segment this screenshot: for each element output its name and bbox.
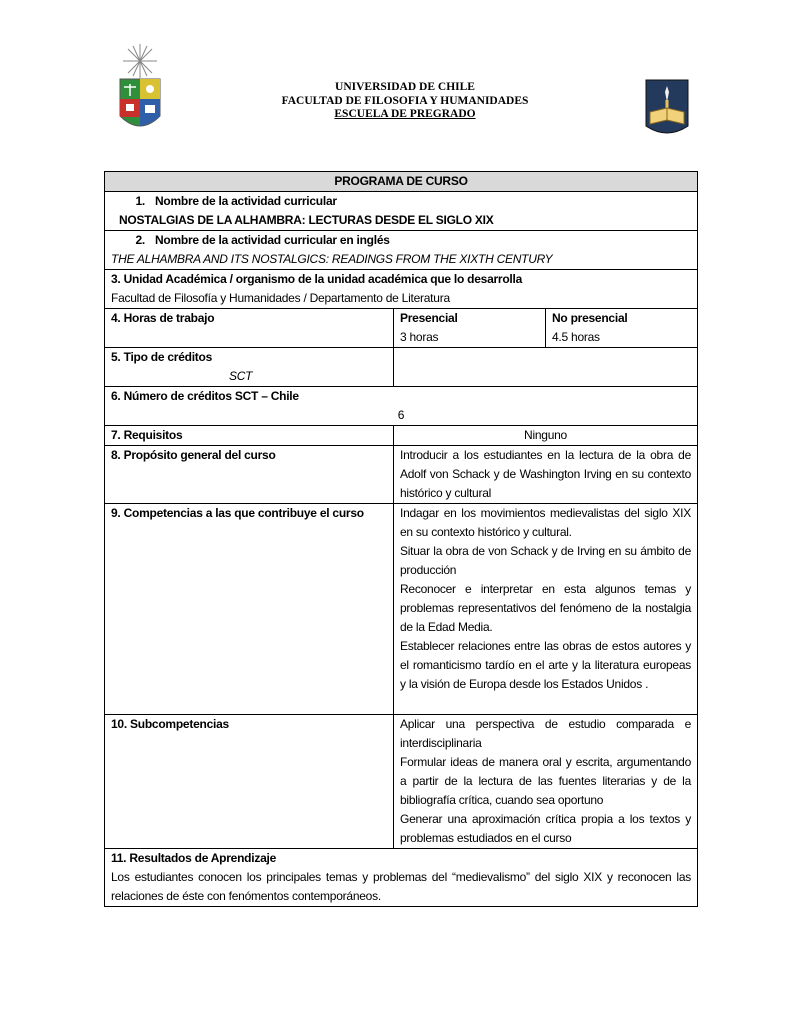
table-title: PROGRAMA DE CURSO	[105, 172, 698, 192]
school-name: ESCUELA DE PREGRADO	[334, 108, 476, 120]
section-7-label: 7. Requisitos	[111, 428, 183, 442]
section-10-label: 10. Subcompetencias	[111, 717, 229, 731]
course-program-table	[104, 171, 698, 907]
section-9-label: 9. Competencias a las que contribuye el curso	[111, 506, 364, 520]
section-5-label: 5. Tipo de créditos	[111, 350, 213, 364]
section-3-label: 3. Unidad Académica / organismo de la unidad académica que lo desarrolla	[111, 272, 523, 286]
section-10-row	[105, 715, 698, 849]
no-presencial-hours: 4.5 horas	[552, 330, 600, 344]
competencies-list	[394, 504, 698, 715]
section-6-row	[105, 387, 698, 426]
institution-header	[200, 81, 610, 122]
list-item: Reconocer e interpretar en esta algunos temas y problemas representativos del fenómeno de la nostalgia de la Edad Media.	[400, 582, 692, 634]
credit-count: 6	[397, 408, 405, 422]
list-item: Establecer relaciones entre las obras de estos autores y el romanticismo tardío en el arte y la literatura europeas y la visión de Europa desde los Estados Unidos .	[400, 639, 692, 691]
section-7-row	[105, 426, 698, 446]
course-name-english: THE ALHAMBRA AND ITS NOSTALGICS: READINGS FROM THE XIXTH CENTURY	[111, 252, 553, 266]
section-8-row	[105, 446, 698, 504]
section-9-row	[105, 504, 698, 715]
list-item: Aplicar una perspectiva de estudio comparada e interdisciplinaria	[400, 717, 692, 750]
section-5-row	[105, 348, 698, 387]
section-1-number: 1.	[135, 194, 145, 208]
section-11-label: 11. Resultados de Aprendizaje	[111, 851, 277, 865]
subcompetencies-list	[394, 715, 698, 849]
section-1-label: Nombre de la actividad curricular	[155, 194, 337, 208]
section-4-label: 4. Horas de trabajo	[111, 311, 215, 325]
university-name: UNIVERSIDAD DE CHILE	[335, 81, 475, 93]
section-2-row	[105, 231, 698, 270]
list-item: Situar la obra de von Schack y de Irving en su ámbito de producción	[400, 544, 692, 577]
list-item: Indagar en los movimientos medievalistas del siglo XIX en su contexto histórico y cultural.	[400, 506, 692, 539]
section-2-number: 2.	[135, 233, 145, 247]
section-2-label: Nombre de la actividad curricular en inglés	[155, 233, 390, 247]
section-8-label: 8. Propósito general del curso	[111, 448, 276, 462]
section-6-label: 6. Número de créditos SCT – Chile	[111, 389, 299, 403]
section-11-row	[105, 849, 698, 907]
list-item: Generar una aproximación crítica propia a los textos y problemas estudiados en el curso	[400, 812, 692, 845]
credit-type: SCT	[229, 369, 253, 383]
faculty-name: FACULTAD DE FILOSOFIA Y HUMANIDADES	[281, 94, 529, 107]
section-1-row	[105, 192, 698, 231]
section-3-row	[105, 270, 698, 309]
university-crest-icon	[112, 42, 168, 138]
section-4-row	[105, 309, 698, 348]
no-presencial-label: No presencial	[552, 311, 628, 325]
list-item: Formular ideas de manera oral y escrita, argumentando a partir de la lectura de las fuentes literarias y de la bibliografía crítica, cuando sea oportuno	[400, 755, 692, 807]
course-name: NOSTALGIAS DE LA ALHAMBRA: LECTURAS DESDE EL SIGLO XIX	[119, 213, 494, 227]
presencial-label: Presencial	[400, 311, 458, 325]
page-header	[0, 0, 800, 170]
learning-outcomes: Los estudiantes conocen los principales temas y problemas del “medievalismo” del siglo XIX y reconocen las relaciones de éste con fenómentos contemporáneos.	[111, 870, 692, 903]
requirements: Ninguno	[394, 426, 698, 446]
academic-unit: Facultad de Filosofía y Humanidades / Departamento de Literatura	[111, 291, 450, 305]
presencial-hours: 3 horas	[400, 330, 439, 344]
faculty-book-emblem-icon	[644, 78, 690, 138]
course-purpose: Introducir a los estudiantes en la lectura de la obra de Adolf von Schack y de Washington Irving en su contexto histórico y cultural	[394, 446, 698, 504]
